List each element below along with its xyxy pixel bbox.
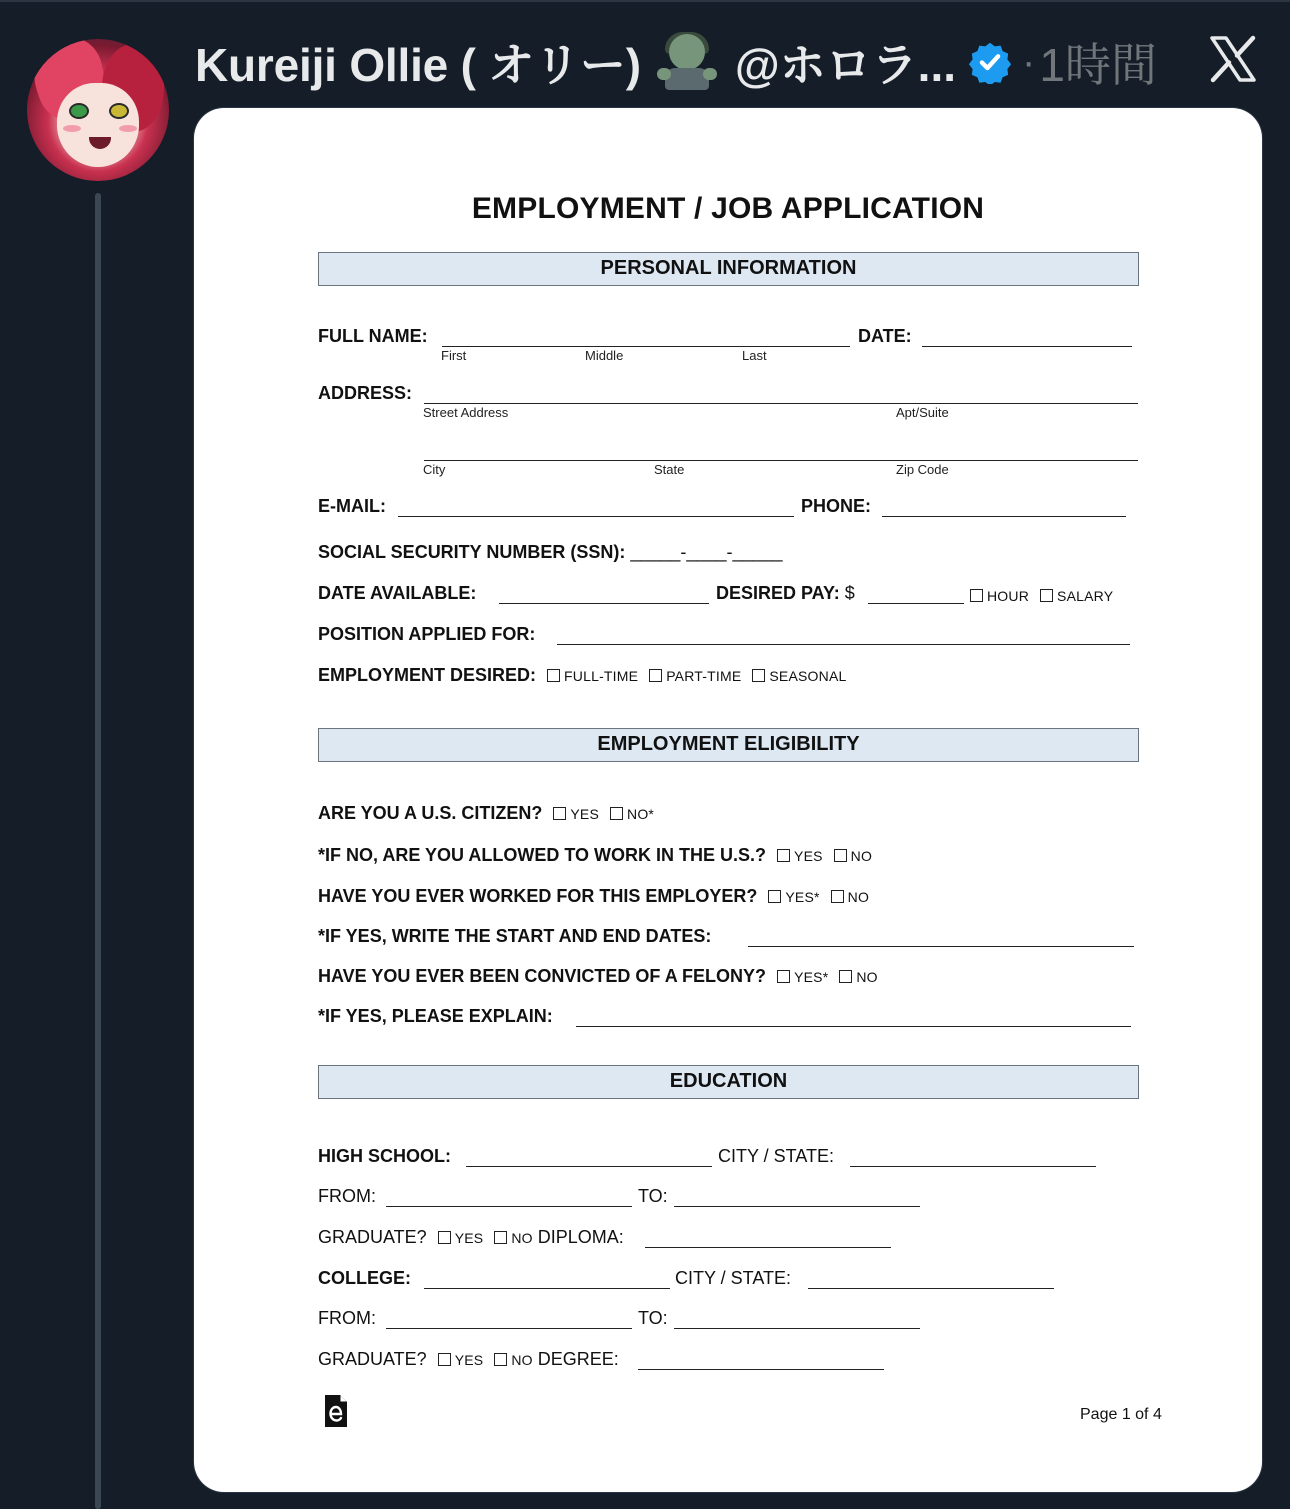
section-personal-information: PERSONAL INFORMATION [318, 252, 1139, 286]
caption-street: Street Address [423, 405, 509, 420]
label-ssn: SOCIAL SECURITY NUMBER (SSN): [318, 542, 626, 562]
felony-row [318, 966, 878, 987]
avatar[interactable] [27, 39, 169, 181]
document-e-logo-icon [324, 1394, 348, 1428]
allowed-to-work-row [318, 845, 872, 866]
hs-graduate-no-label: NO [511, 1230, 533, 1246]
label-degree: DEGREE: [537, 1349, 619, 1369]
post-header [195, 30, 1157, 94]
label-phone: PHONE: [801, 496, 872, 516]
college-city-state-line [808, 1288, 1054, 1289]
label-position: POSITION APPLIED FOR: [318, 624, 536, 644]
label-date-available: DATE AVAILABLE: [318, 583, 477, 603]
allowed-no-label: NO [850, 848, 873, 864]
label-address: ADDRESS: [318, 383, 413, 403]
phone-line [882, 516, 1126, 517]
section-education: EDUCATION [318, 1065, 1139, 1099]
hour-label: HOUR [987, 588, 1030, 604]
label-college-city-state: CITY / STATE: [675, 1268, 792, 1288]
part-time-checkbox[interactable] [649, 669, 662, 682]
dollar-sign: $ [844, 583, 855, 603]
hs-city-state-line [850, 1166, 1096, 1167]
desired-pay-line [868, 603, 964, 604]
verified-badge-icon [968, 40, 1012, 84]
question-allowed-to-work: *IF NO, ARE YOU ALLOWED TO WORK IN THE U.S.? [318, 845, 767, 865]
citizen-no-checkbox[interactable] [610, 807, 623, 820]
date-available-line [499, 603, 709, 604]
ssn-blank: _____-____-_____ [630, 542, 783, 562]
college-graduate-row [318, 1349, 619, 1370]
full-name-line [442, 346, 850, 347]
label-desired-pay: DESIRED PAY: [716, 583, 840, 603]
thread-line [95, 193, 101, 1509]
label-high-school: HIGH SCHOOL: [318, 1146, 451, 1166]
pay-type-options [964, 585, 1113, 606]
caption-apt: Apt/Suite [896, 405, 949, 420]
attached-document-image[interactable] [194, 108, 1262, 1492]
email-line [398, 516, 794, 517]
city-line [424, 460, 1138, 461]
label-college-from: FROM: [318, 1308, 376, 1328]
degree-line [638, 1369, 884, 1370]
hs-graduate-yes-checkbox[interactable] [438, 1231, 451, 1244]
worked-no-label: NO [847, 889, 870, 905]
label-full-name: FULL NAME: [318, 326, 428, 346]
caption-last: Last [742, 348, 767, 363]
caption-middle: Middle [585, 348, 624, 363]
high-school-line [466, 1166, 712, 1167]
allowed-yes-checkbox[interactable] [777, 849, 790, 862]
college-graduate-no-checkbox[interactable] [494, 1353, 507, 1366]
label-college: COLLEGE: [318, 1268, 411, 1288]
caption-state: State [654, 462, 685, 477]
worked-yes-label: YES* [785, 889, 820, 905]
question-please-explain: *IF YES, PLEASE EXPLAIN: [318, 1006, 553, 1026]
caption-city: City [423, 462, 446, 477]
caption-zip: Zip Code [896, 462, 949, 477]
street-line [424, 403, 1138, 404]
display-name[interactable]: Kureiji Ollie ( オリー) [195, 39, 641, 91]
college-from-line [386, 1328, 632, 1329]
caption-first: First [441, 348, 467, 363]
hs-to-line [674, 1206, 920, 1207]
question-citizen: ARE YOU A U.S. CITIZEN? [318, 803, 543, 823]
college-to-line [674, 1328, 920, 1329]
section-employment-eligibility: EMPLOYMENT ELIGIBILITY [318, 728, 1139, 762]
hs-graduate-yes-label: YES [454, 1230, 484, 1246]
felony-no-label: NO [856, 969, 878, 985]
felony-no-checkbox[interactable] [839, 970, 852, 983]
diploma-line [645, 1247, 891, 1248]
label-hs-graduate: GRADUATE? [318, 1227, 427, 1247]
hs-graduate-row [318, 1227, 624, 1248]
label-diploma: DIPLOMA: [537, 1227, 624, 1247]
college-line [424, 1288, 670, 1289]
college-graduate-yes-checkbox[interactable] [438, 1353, 451, 1366]
felony-yes-checkbox[interactable] [777, 970, 790, 983]
hour-checkbox[interactable] [970, 589, 983, 602]
citizen-yes-checkbox[interactable] [553, 807, 566, 820]
seasonal-label: SEASONAL [769, 668, 847, 684]
citizen-yes-label: YES [570, 806, 599, 822]
separator: · [1022, 39, 1036, 84]
salary-label: SALARY [1057, 588, 1114, 604]
desired-pay-row [716, 583, 855, 604]
zombie-emoji [657, 32, 717, 92]
part-time-label: PART-TIME [666, 668, 742, 684]
question-start-end-dates: *IF YES, WRITE THE START AND END DATES: [318, 926, 712, 946]
citizen-no-label: NO* [627, 806, 655, 822]
label-date: DATE: [858, 326, 912, 346]
allowed-no-checkbox[interactable] [834, 849, 847, 862]
ssn-row [318, 542, 783, 563]
question-felony: HAVE YOU EVER BEEN CONVICTED OF A FELONY? [318, 966, 767, 986]
seasonal-checkbox[interactable] [752, 669, 765, 682]
start-end-dates-line [748, 946, 1134, 947]
worked-before-row [318, 886, 869, 907]
label-hs-city-state: CITY / STATE: [718, 1146, 835, 1166]
user-handle[interactable]: @ホロラ... [734, 39, 957, 91]
worked-yes-checkbox[interactable] [768, 890, 781, 903]
label-hs-from: FROM: [318, 1186, 376, 1206]
hs-from-line [386, 1206, 632, 1207]
form-title: EMPLOYMENT / JOB APPLICATION [471, 192, 985, 225]
label-email: E-MAIL: [318, 496, 386, 516]
label-college-graduate: GRADUATE? [318, 1349, 427, 1369]
salary-checkbox[interactable] [1040, 589, 1053, 602]
felony-yes-label: YES* [794, 969, 829, 985]
label-hs-to: TO: [638, 1186, 668, 1206]
citizen-row [318, 803, 654, 824]
full-time-checkbox[interactable] [547, 669, 560, 682]
full-time-label: FULL-TIME [564, 668, 639, 684]
worked-no-checkbox[interactable] [831, 890, 844, 903]
employment-desired-row [318, 665, 846, 686]
post-time[interactable]: 1時間 [1039, 39, 1157, 91]
allowed-yes-label: YES [794, 848, 823, 864]
position-line [557, 644, 1130, 645]
hs-graduate-no-checkbox[interactable] [494, 1231, 507, 1244]
question-worked-before: HAVE YOU EVER WORKED FOR THIS EMPLOYER? [318, 886, 758, 906]
label-employment-desired: EMPLOYMENT DESIRED: [318, 665, 537, 685]
page-number: Page 1 of 4 [1080, 1406, 1162, 1423]
college-graduate-no-label: NO [511, 1352, 533, 1368]
top-divider [0, 0, 1290, 2]
explain-line [576, 1026, 1131, 1027]
x-logo-icon[interactable] [1208, 34, 1258, 84]
label-college-to: TO: [638, 1308, 668, 1328]
college-graduate-yes-label: YES [454, 1352, 484, 1368]
date-line [922, 346, 1132, 347]
